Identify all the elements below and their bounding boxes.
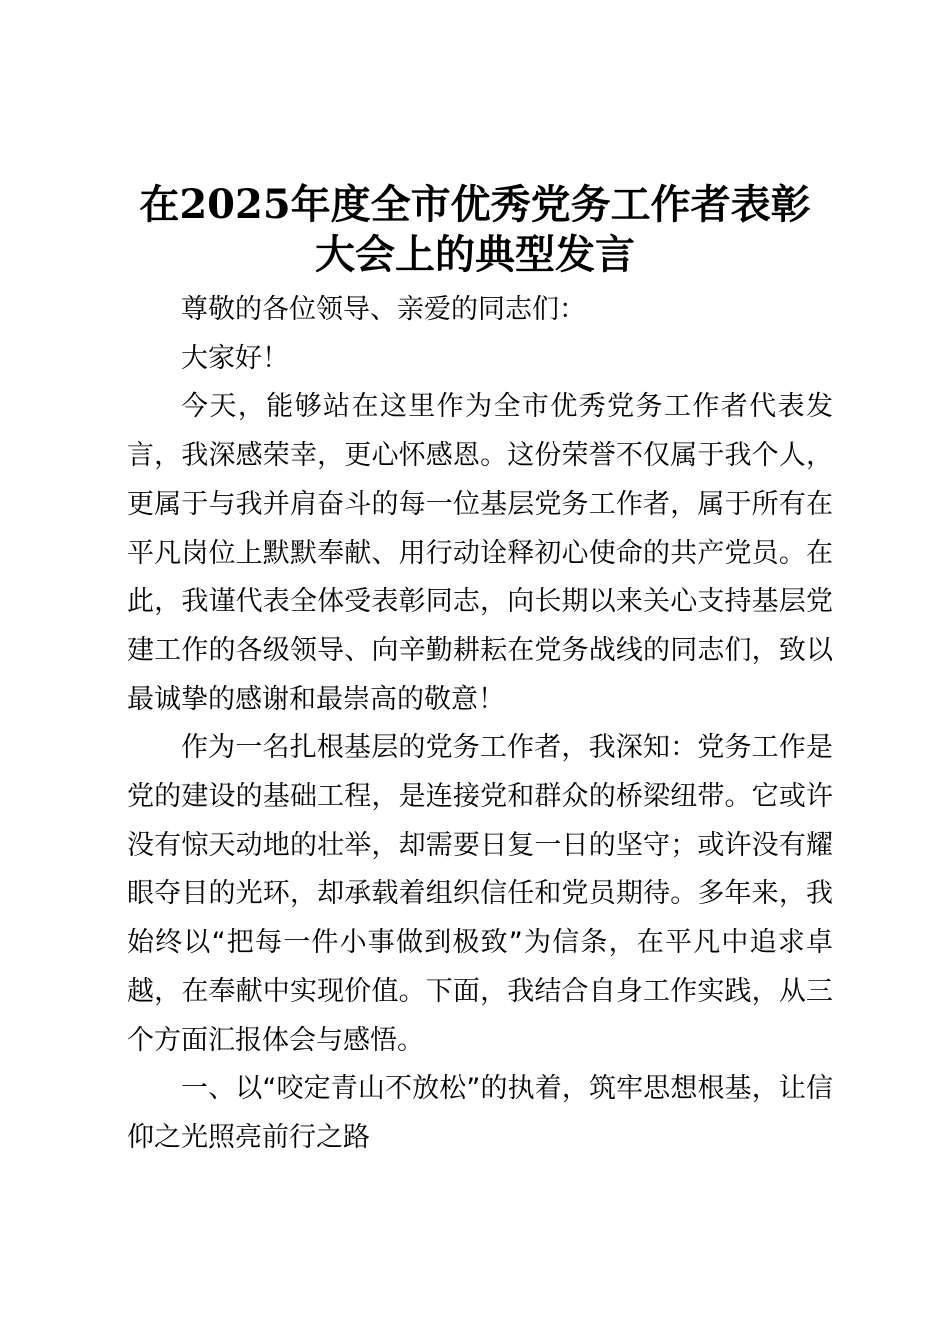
document-body [127,286,833,1163]
section-heading: 一、以“咬定青山不放松”的执着，筑牢思想根基，让信仰之光照亮前行之路 [127,1073,833,1153]
title-line-2: 大会上的典型发言 [315,231,635,278]
body-paragraph: 今天，能够站在这里作为全市优秀党务工作者代表发言，我深感荣幸，更心怀感恩。这份荣誉不仅属于我个人，更属于与我并肩奋斗的每一位基层党务工作者，属于所有在平凡岗位上默默奉献、用行动诠释初心使命的共产党员。在此，我谨代表全体受表彰同志，向长期以来关心支持基层党建工作的各级领导、向辛勤耕耘在党务战线的同志们，致以最诚挚的感谢和最崇高的敬意！ [127,391,833,715]
greeting: 大家好！ [181,342,289,374]
salutation: 尊敬的各位领导、亲爱的同志们： [181,294,586,325]
title-line-1: 在2025年度全市优秀党务工作者表彰 [139,181,811,228]
body-paragraph: 作为一名扎根基层的党务工作者，我深知：党务工作是党的建设的基础工程，是连接党和群众的桥梁纽带。它或许没有惊天动地的壮举，却需要日复一日的坚守；或许没有耀眼夺目的光环，却承载着组织信任和党员期待。多年来，我始终以“把每一件小事做到极致”为信条，在平凡中追求卓越，在奉献中实现价值。下面，我结合自身工作实践，从三个方面汇报体会与感悟。 [127,732,833,1056]
document-title [100,180,850,280]
